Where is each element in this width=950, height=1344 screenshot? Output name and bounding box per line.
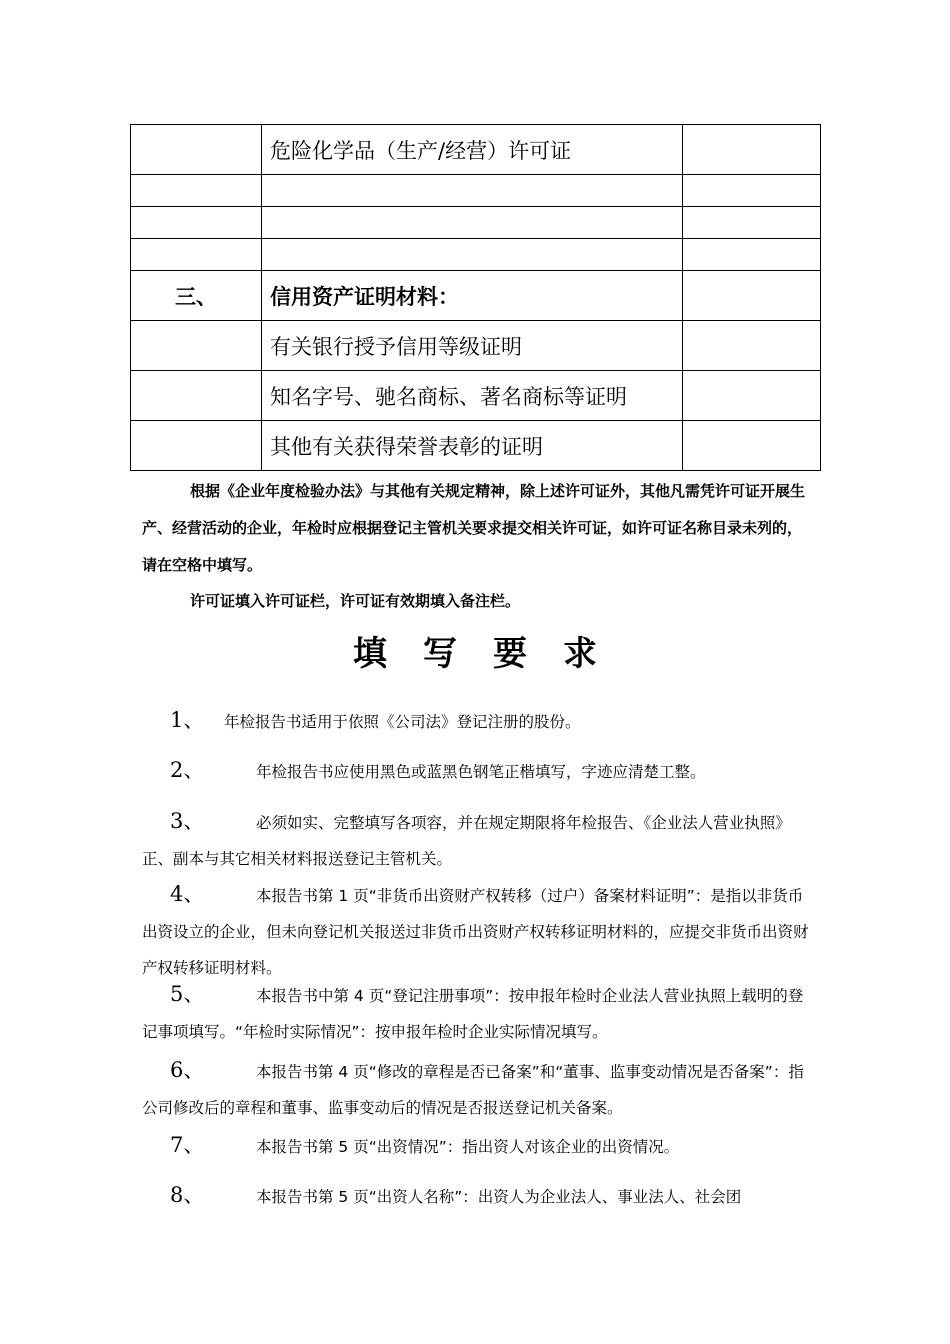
requirement-text: 必须如实、完整填写各项容，并在规定期限将年检报告、《企业法人营业执照》正、副本与其它相关材料报送登记主管机关。: [142, 814, 791, 868]
requirement-item: [142, 752, 812, 790]
section-number: 三、: [131, 271, 262, 321]
requirement-number: 3、: [170, 809, 205, 833]
requirement-text: 年检报告书适用于依照《公司法》登记注册的股份。: [224, 713, 581, 731]
table-cell-item: 知名字号、驰名商标、著名商标等证明: [262, 371, 683, 421]
requirement-number: 6、: [170, 1058, 205, 1082]
requirement-text: 年检报告书应使用黑色或蓝黑色钢笔正楷填写，字迹应清楚工整。: [256, 763, 706, 781]
requirement-number: 1、: [170, 708, 205, 732]
table-cell-index: [131, 207, 262, 239]
requirement-item: [142, 1177, 812, 1215]
table-row: [131, 421, 821, 471]
table-row: [131, 125, 821, 175]
table-cell-index: [131, 321, 262, 371]
requirement-text: 本报告书第 5 页“出资情况”：指出资人对该企业的出资情况。: [256, 1138, 680, 1156]
table-cell-remark: [683, 207, 821, 239]
table-row: [131, 321, 821, 371]
table-cell-remark: [683, 271, 821, 321]
requirement-number: 2、: [170, 758, 205, 782]
table-cell-item: [262, 207, 683, 239]
table-row: [131, 175, 821, 207]
requirement-item: [142, 803, 812, 877]
table-cell-remark: [683, 421, 821, 471]
table-cell-remark: [683, 321, 821, 371]
table-cell-index: [131, 421, 262, 471]
requirement-number: 4、: [170, 882, 205, 906]
license-table: [130, 124, 821, 471]
requirement-number: 5、: [170, 982, 205, 1006]
requirement-text: 本报告书第 1 页“非货币出资财产权转移（过户）备案材料证明”：是指以非货币出资设立的企业，但未向登记机关报送过非货币出资财产权转移证明材料的，应提交非货币出资财产权转移证明材料。: [142, 887, 809, 977]
table-cell-index: [131, 125, 262, 175]
note-paragraph: [142, 473, 812, 584]
table-cell-item: 危险化学品（生产/经营）许可证: [262, 125, 683, 175]
requirement-number: 7、: [170, 1133, 205, 1157]
requirement-item: [142, 702, 812, 740]
requirement-item: [142, 1127, 812, 1165]
table-cell-index: [131, 371, 262, 421]
requirement-text: 本报告书第 5 页“出资人名称”：出资人为企业法人、事业法人、社会团: [256, 1188, 742, 1206]
table-row-section: [131, 271, 821, 321]
table-cell-remark: [683, 125, 821, 175]
table-cell-remark: [683, 239, 821, 271]
note-paragraph: [142, 583, 812, 620]
table-cell-remark: [683, 371, 821, 421]
section-heading: 填写要求: [353, 634, 633, 674]
requirement-number: 8、: [170, 1183, 205, 1207]
requirement-text: 本报告书第 4 页“修改的章程是否已备案”和“董事、监事变动情况是否备案”：指公司修改后的章程和董事、监事变动后的情况是否报送登记机关备案。: [142, 1063, 804, 1117]
note-text: 根据《企业年度检验办法》与其他有关规定精神，除上述许可证外，其他凡需凭许可证开展生产、经营活动的企业，年检时应根据登记主管机关要求提交相关许可证，如许可证名称目录未列的，请在空格中填写。: [142, 482, 806, 574]
table-cell-index: [131, 239, 262, 271]
table-cell-item: [262, 239, 683, 271]
table-cell-remark: [683, 175, 821, 207]
table-cell-item: 有关银行授予信用等级证明: [262, 321, 683, 371]
note-text: 许可证填入许可证栏，许可证有效期填入备注栏。: [190, 592, 521, 610]
table-cell-index: [131, 175, 262, 207]
requirement-item: [142, 976, 812, 1050]
table-row: [131, 371, 821, 421]
requirement-item: [142, 876, 812, 986]
table-row: [131, 239, 821, 271]
requirement-text: 本报告书中第 4 页“登记注册事项”：按申报年检时企业法人营业执照上载明的登记事项填写。“年检时实际情况”：按申报年检时企业实际情况填写。: [142, 987, 804, 1041]
table-cell-item: 其他有关获得荣誉表彰的证明: [262, 421, 683, 471]
requirement-item: [142, 1052, 812, 1126]
table-row: [131, 207, 821, 239]
table-cell-item: [262, 175, 683, 207]
section-title: 信用资产证明材料：: [262, 271, 683, 321]
